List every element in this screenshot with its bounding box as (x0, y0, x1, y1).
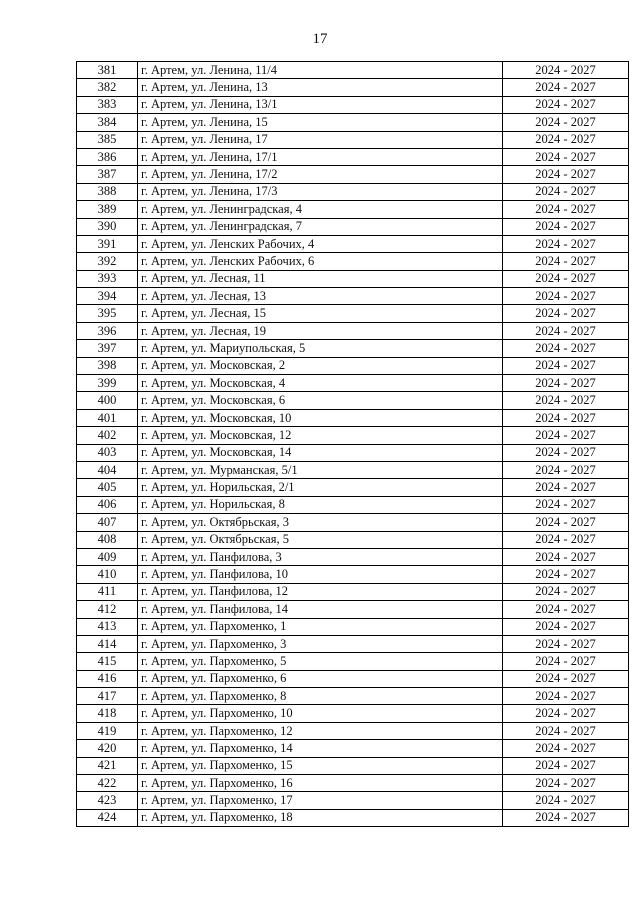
period-cell: 2024 - 2027 (503, 270, 629, 287)
table-row (77, 740, 629, 757)
table-row (77, 322, 629, 339)
period-cell: 2024 - 2027 (503, 548, 629, 565)
address-cell: г. Артем, ул. Пархоменко, 8 (138, 688, 503, 705)
row-number-cell: 405 (77, 479, 138, 496)
table-row (77, 131, 629, 148)
period-cell: 2024 - 2027 (503, 375, 629, 392)
row-number-cell: 399 (77, 375, 138, 392)
period-cell: 2024 - 2027 (503, 583, 629, 600)
row-number-cell: 412 (77, 601, 138, 618)
table-row (77, 479, 629, 496)
address-cell: г. Артем, ул. Московская, 14 (138, 444, 503, 461)
table-row (77, 183, 629, 200)
table-row (77, 670, 629, 687)
period-cell: 2024 - 2027 (503, 357, 629, 374)
row-number-cell: 402 (77, 427, 138, 444)
address-table (76, 61, 629, 827)
period-cell: 2024 - 2027 (503, 340, 629, 357)
address-cell: г. Артем, ул. Ленина, 11/4 (138, 62, 503, 79)
row-number-cell: 421 (77, 757, 138, 774)
address-cell: г. Артем, ул. Мурманская, 5/1 (138, 461, 503, 478)
address-cell: г. Артем, ул. Ленина, 13/1 (138, 96, 503, 113)
table-row (77, 514, 629, 531)
period-cell: 2024 - 2027 (503, 479, 629, 496)
table-row (77, 757, 629, 774)
row-number-cell: 411 (77, 583, 138, 600)
period-cell: 2024 - 2027 (503, 183, 629, 200)
address-cell: г. Артем, ул. Московская, 12 (138, 427, 503, 444)
row-number-cell: 424 (77, 809, 138, 826)
address-cell: г. Артем, ул. Норильская, 8 (138, 496, 503, 513)
row-number-cell: 417 (77, 688, 138, 705)
address-cell: г. Артем, ул. Октябрьская, 5 (138, 531, 503, 548)
row-number-cell: 423 (77, 792, 138, 809)
table-row (77, 270, 629, 287)
row-number-cell: 401 (77, 409, 138, 426)
row-number-cell: 407 (77, 514, 138, 531)
period-cell: 2024 - 2027 (503, 670, 629, 687)
row-number-cell: 409 (77, 548, 138, 565)
row-number-cell: 403 (77, 444, 138, 461)
period-cell: 2024 - 2027 (503, 757, 629, 774)
table-row (77, 809, 629, 826)
address-cell: г. Артем, ул. Панфилова, 12 (138, 583, 503, 600)
period-cell: 2024 - 2027 (503, 722, 629, 739)
address-cell: г. Артем, ул. Пархоменко, 14 (138, 740, 503, 757)
period-cell: 2024 - 2027 (503, 166, 629, 183)
table-row (77, 357, 629, 374)
table-row (77, 148, 629, 165)
address-cell: г. Артем, ул. Ленина, 15 (138, 114, 503, 131)
address-cell: г. Артем, ул. Пархоменко, 10 (138, 705, 503, 722)
period-cell: 2024 - 2027 (503, 705, 629, 722)
row-number-cell: 418 (77, 705, 138, 722)
period-cell: 2024 - 2027 (503, 148, 629, 165)
address-cell: г. Артем, ул. Панфилова, 10 (138, 566, 503, 583)
table-row (77, 583, 629, 600)
address-cell: г. Артем, ул. Ленских Рабочих, 6 (138, 253, 503, 270)
period-cell: 2024 - 2027 (503, 218, 629, 235)
address-cell: г. Артем, ул. Ленина, 13 (138, 79, 503, 96)
table-row (77, 618, 629, 635)
table-row (77, 601, 629, 618)
row-number-cell: 390 (77, 218, 138, 235)
row-number-cell: 389 (77, 201, 138, 218)
table-row (77, 218, 629, 235)
period-cell: 2024 - 2027 (503, 62, 629, 79)
row-number-cell: 398 (77, 357, 138, 374)
row-number-cell: 395 (77, 305, 138, 322)
address-cell: г. Артем, ул. Ленина, 17/3 (138, 183, 503, 200)
row-number-cell: 387 (77, 166, 138, 183)
period-cell: 2024 - 2027 (503, 96, 629, 113)
period-cell: 2024 - 2027 (503, 409, 629, 426)
address-cell: г. Артем, ул. Ленинградская, 4 (138, 201, 503, 218)
address-cell: г. Артем, ул. Пархоменко, 5 (138, 653, 503, 670)
period-cell: 2024 - 2027 (503, 201, 629, 218)
table-row (77, 548, 629, 565)
address-cell: г. Артем, ул. Панфилова, 3 (138, 548, 503, 565)
address-cell: г. Артем, ул. Лесная, 13 (138, 288, 503, 305)
table-row (77, 461, 629, 478)
table-row (77, 409, 629, 426)
address-cell: г. Артем, ул. Ленских Рабочих, 4 (138, 235, 503, 252)
table-row (77, 688, 629, 705)
address-cell: г. Артем, ул. Пархоменко, 15 (138, 757, 503, 774)
table-body (77, 62, 629, 827)
row-number-cell: 415 (77, 653, 138, 670)
period-cell: 2024 - 2027 (503, 114, 629, 131)
row-number-cell: 392 (77, 253, 138, 270)
table-row (77, 427, 629, 444)
table-row (77, 392, 629, 409)
table-row (77, 305, 629, 322)
row-number-cell: 393 (77, 270, 138, 287)
address-cell: г. Артем, ул. Пархоменко, 3 (138, 635, 503, 652)
address-cell: г. Артем, ул. Ленинградская, 7 (138, 218, 503, 235)
table-row (77, 566, 629, 583)
period-cell: 2024 - 2027 (503, 566, 629, 583)
row-number-cell: 391 (77, 235, 138, 252)
address-cell: г. Артем, ул. Норильская, 2/1 (138, 479, 503, 496)
address-cell: г. Артем, ул. Октябрьская, 3 (138, 514, 503, 531)
address-cell: г. Артем, ул. Панфилова, 14 (138, 601, 503, 618)
address-cell: г. Артем, ул. Пархоменко, 16 (138, 775, 503, 792)
table-row (77, 496, 629, 513)
table-row (77, 653, 629, 670)
table-row (77, 201, 629, 218)
table-row (77, 635, 629, 652)
row-number-cell: 397 (77, 340, 138, 357)
period-cell: 2024 - 2027 (503, 635, 629, 652)
row-number-cell: 410 (77, 566, 138, 583)
period-cell: 2024 - 2027 (503, 601, 629, 618)
period-cell: 2024 - 2027 (503, 253, 629, 270)
address-cell: г. Артем, ул. Московская, 2 (138, 357, 503, 374)
row-number-cell: 381 (77, 62, 138, 79)
row-number-cell: 386 (77, 148, 138, 165)
address-cell: г. Артем, ул. Московская, 10 (138, 409, 503, 426)
table-row (77, 792, 629, 809)
address-cell: г. Артем, ул. Ленина, 17/2 (138, 166, 503, 183)
period-cell: 2024 - 2027 (503, 461, 629, 478)
period-cell: 2024 - 2027 (503, 775, 629, 792)
row-number-cell: 382 (77, 79, 138, 96)
row-number-cell: 408 (77, 531, 138, 548)
page-number: 17 (312, 31, 328, 47)
table-row (77, 253, 629, 270)
table-row (77, 775, 629, 792)
address-cell: г. Артем, ул. Мариупольская, 5 (138, 340, 503, 357)
period-cell: 2024 - 2027 (503, 305, 629, 322)
period-cell: 2024 - 2027 (503, 288, 629, 305)
row-number-cell: 419 (77, 722, 138, 739)
address-cell: г. Артем, ул. Пархоменко, 6 (138, 670, 503, 687)
period-cell: 2024 - 2027 (503, 496, 629, 513)
address-cell: г. Артем, ул. Московская, 6 (138, 392, 503, 409)
address-cell: г. Артем, ул. Пархоменко, 12 (138, 722, 503, 739)
table-row (77, 62, 629, 79)
period-cell: 2024 - 2027 (503, 131, 629, 148)
row-number-cell: 422 (77, 775, 138, 792)
address-cell: г. Артем, ул. Ленина, 17 (138, 131, 503, 148)
row-number-cell: 420 (77, 740, 138, 757)
address-cell: г. Артем, ул. Московская, 4 (138, 375, 503, 392)
period-cell: 2024 - 2027 (503, 235, 629, 252)
table-row (77, 722, 629, 739)
period-cell: 2024 - 2027 (503, 514, 629, 531)
table-row (77, 114, 629, 131)
row-number-cell: 406 (77, 496, 138, 513)
row-number-cell: 396 (77, 322, 138, 339)
address-cell: г. Артем, ул. Пархоменко, 18 (138, 809, 503, 826)
row-number-cell: 400 (77, 392, 138, 409)
table-row (77, 444, 629, 461)
row-number-cell: 416 (77, 670, 138, 687)
period-cell: 2024 - 2027 (503, 427, 629, 444)
table-row (77, 340, 629, 357)
period-cell: 2024 - 2027 (503, 792, 629, 809)
address-cell: г. Артем, ул. Лесная, 19 (138, 322, 503, 339)
address-cell: г. Артем, ул. Пархоменко, 17 (138, 792, 503, 809)
table-row (77, 96, 629, 113)
row-number-cell: 384 (77, 114, 138, 131)
period-cell: 2024 - 2027 (503, 444, 629, 461)
table-row (77, 79, 629, 96)
row-number-cell: 394 (77, 288, 138, 305)
row-number-cell: 413 (77, 618, 138, 635)
period-cell: 2024 - 2027 (503, 618, 629, 635)
address-cell: г. Артем, ул. Лесная, 15 (138, 305, 503, 322)
period-cell: 2024 - 2027 (503, 740, 629, 757)
table-row (77, 375, 629, 392)
period-cell: 2024 - 2027 (503, 531, 629, 548)
row-number-cell: 388 (77, 183, 138, 200)
row-number-cell: 385 (77, 131, 138, 148)
table-row (77, 166, 629, 183)
period-cell: 2024 - 2027 (503, 79, 629, 96)
period-cell: 2024 - 2027 (503, 392, 629, 409)
period-cell: 2024 - 2027 (503, 688, 629, 705)
address-cell: г. Артем, ул. Пархоменко, 1 (138, 618, 503, 635)
period-cell: 2024 - 2027 (503, 809, 629, 826)
address-cell: г. Артем, ул. Ленина, 17/1 (138, 148, 503, 165)
table-row (77, 235, 629, 252)
row-number-cell: 404 (77, 461, 138, 478)
period-cell: 2024 - 2027 (503, 653, 629, 670)
row-number-cell: 383 (77, 96, 138, 113)
table-row (77, 705, 629, 722)
table-row (77, 531, 629, 548)
row-number-cell: 414 (77, 635, 138, 652)
address-cell: г. Артем, ул. Лесная, 11 (138, 270, 503, 287)
period-cell: 2024 - 2027 (503, 322, 629, 339)
table-row (77, 288, 629, 305)
